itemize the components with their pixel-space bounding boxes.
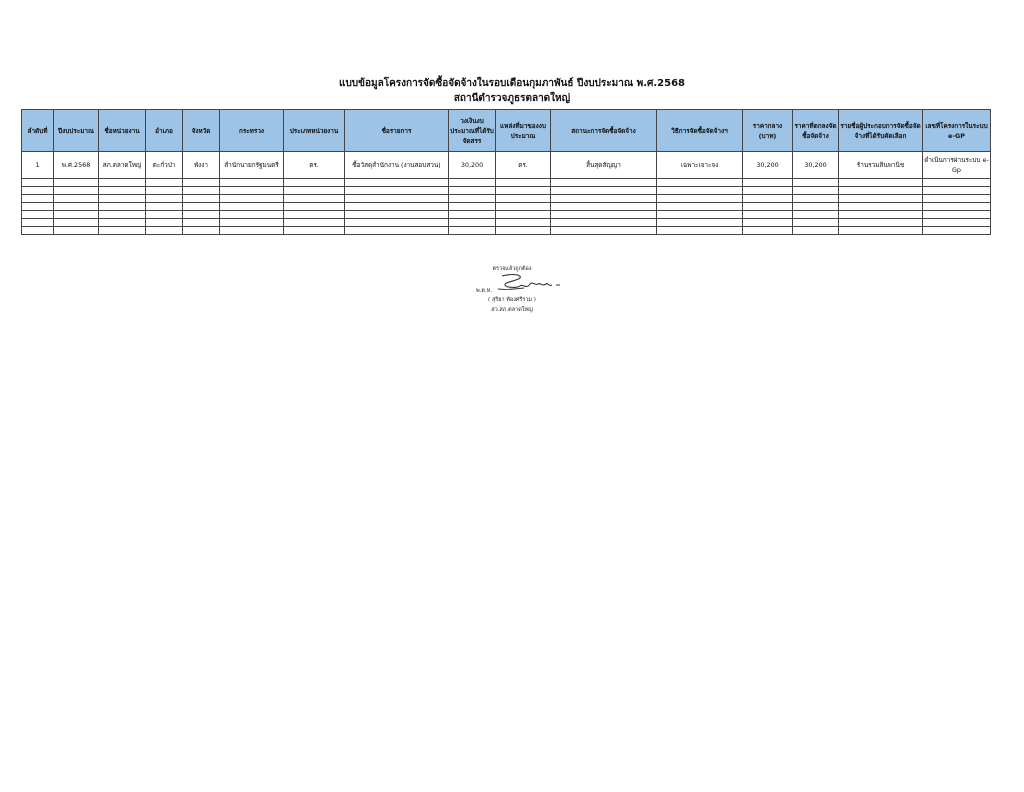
empty-cell — [284, 195, 345, 203]
empty-table-row — [22, 211, 991, 219]
table-cell: สำนักนายกรัฐมนตรี — [220, 152, 284, 179]
empty-cell — [183, 179, 220, 187]
empty-cell — [551, 211, 657, 219]
empty-cell — [551, 195, 657, 203]
empty-cell — [54, 203, 99, 211]
empty-cell — [54, 219, 99, 227]
signer-rank: พ.ต.ท. — [476, 288, 493, 294]
empty-cell — [99, 187, 146, 195]
empty-cell — [449, 227, 496, 235]
empty-cell — [449, 203, 496, 211]
table-cell: ตร. — [496, 152, 551, 179]
empty-cell — [793, 203, 839, 211]
empty-cell — [839, 195, 923, 203]
empty-cell — [839, 203, 923, 211]
column-header: ปีงบประมาณ — [54, 110, 99, 152]
empty-cell — [54, 179, 99, 187]
signer-name: ( สุริยา ท้องศรีรวม ) — [488, 297, 536, 303]
empty-cell — [496, 195, 551, 203]
empty-cell — [743, 211, 793, 219]
empty-cell — [923, 195, 991, 203]
empty-cell — [551, 227, 657, 235]
empty-cell — [220, 219, 284, 227]
column-header: ชื่อหน่วยงาน — [99, 110, 146, 152]
empty-cell — [220, 187, 284, 195]
empty-cell — [54, 227, 99, 235]
column-header: กระทรวง — [220, 110, 284, 152]
table-cell: 30,200 — [793, 152, 839, 179]
document-subtitle: สถานีตำรวจภูธรตลาดใหญ่ — [453, 93, 571, 104]
empty-cell — [99, 179, 146, 187]
empty-cell — [345, 195, 449, 203]
empty-cell — [743, 219, 793, 227]
empty-cell — [99, 195, 146, 203]
table-cell: พ.ศ.2568 — [54, 152, 99, 179]
empty-cell — [923, 179, 991, 187]
empty-cell — [496, 219, 551, 227]
empty-cell — [146, 179, 183, 187]
empty-cell — [345, 219, 449, 227]
column-header: ราคากลาง (บาท) — [743, 110, 793, 152]
empty-cell — [551, 219, 657, 227]
empty-cell — [220, 179, 284, 187]
empty-cell — [449, 211, 496, 219]
empty-cell — [22, 227, 54, 235]
table-cell: 30,200 — [449, 152, 496, 179]
empty-cell — [345, 203, 449, 211]
table-cell: 1 — [22, 152, 54, 179]
empty-cell — [793, 195, 839, 203]
empty-cell — [657, 195, 743, 203]
empty-cell — [220, 211, 284, 219]
empty-cell — [183, 211, 220, 219]
empty-cell — [183, 203, 220, 211]
empty-cell — [657, 211, 743, 219]
checked-label: ตรวจแล้วถูกต้อง — [492, 266, 532, 272]
empty-cell — [345, 227, 449, 235]
table-cell: เฉพาะเจาะจง — [657, 152, 743, 179]
table-cell: พังงา — [183, 152, 220, 179]
empty-cell — [793, 211, 839, 219]
empty-cell — [551, 187, 657, 195]
empty-cell — [54, 195, 99, 203]
empty-cell — [743, 179, 793, 187]
table-row — [22, 152, 991, 179]
empty-cell — [146, 211, 183, 219]
handwritten-signature — [496, 272, 566, 294]
column-header: ประเภทหน่วยงาน — [284, 110, 345, 152]
empty-cell — [923, 211, 991, 219]
empty-cell — [146, 227, 183, 235]
empty-cell — [449, 195, 496, 203]
empty-cell — [551, 203, 657, 211]
table-cell: ร้านรวมสินพานิช — [839, 152, 923, 179]
table-cell: ซื้อวัสดุสำนักงาน (งานสอบสวน) — [345, 152, 449, 179]
empty-cell — [22, 179, 54, 187]
empty-cell — [220, 227, 284, 235]
empty-cell — [220, 203, 284, 211]
empty-cell — [496, 187, 551, 195]
empty-cell — [743, 203, 793, 211]
empty-cell — [657, 227, 743, 235]
empty-cell — [183, 219, 220, 227]
empty-table-row — [22, 187, 991, 195]
table-cell: ตร. — [284, 152, 345, 179]
empty-cell — [345, 187, 449, 195]
empty-table-row — [22, 195, 991, 203]
empty-cell — [183, 227, 220, 235]
empty-cell — [743, 187, 793, 195]
table-cell: สภ.ตลาดใหญ่ — [99, 152, 146, 179]
empty-table-row — [22, 203, 991, 211]
empty-cell — [839, 187, 923, 195]
column-header: วิธีการจัดซื้อจัดจ้างฯ — [657, 110, 743, 152]
table-cell: สิ้นสุดสัญญา — [551, 152, 657, 179]
empty-cell — [839, 211, 923, 219]
empty-cell — [146, 219, 183, 227]
empty-cell — [284, 219, 345, 227]
empty-cell — [839, 179, 923, 187]
empty-cell — [923, 187, 991, 195]
empty-table-row — [22, 219, 991, 227]
table-cell: 30,200 — [743, 152, 793, 179]
empty-cell — [220, 195, 284, 203]
empty-cell — [657, 219, 743, 227]
empty-cell — [22, 211, 54, 219]
column-header: ชื่อรายการ — [345, 110, 449, 152]
column-header: เลขที่โครงการในระบบ e-GP — [923, 110, 991, 152]
empty-cell — [284, 227, 345, 235]
empty-cell — [496, 179, 551, 187]
empty-cell — [923, 219, 991, 227]
document-title: แบบข้อมูลโครงการจัดซื้อจัดจ้างในรอบเดือนกุมภาพันธ์ ปีงบประมาณ พ.ศ.2568 — [339, 78, 685, 89]
signer-position: สว.สภ.ตลาดใหญ่ — [491, 307, 533, 313]
column-header: ลำดับที่ — [22, 110, 54, 152]
empty-cell — [793, 227, 839, 235]
empty-cell — [449, 219, 496, 227]
empty-cell — [743, 227, 793, 235]
empty-table-row — [22, 227, 991, 235]
table-cell: ดำเนินการผ่านระบบ e-Gp — [923, 152, 991, 179]
empty-cell — [284, 211, 345, 219]
empty-cell — [496, 211, 551, 219]
procurement-table — [21, 109, 991, 235]
empty-cell — [146, 203, 183, 211]
column-header: ราคาที่ตกลงจัดซื้อจัดจ้าง — [793, 110, 839, 152]
empty-cell — [345, 211, 449, 219]
empty-cell — [743, 195, 793, 203]
table-header-row — [22, 110, 991, 152]
column-header: จังหวัด — [183, 110, 220, 152]
empty-cell — [449, 179, 496, 187]
column-header: อำเภอ — [146, 110, 183, 152]
empty-cell — [839, 219, 923, 227]
column-header: วงเงินงบประมาณที่ได้รับจัดสรร — [449, 110, 496, 152]
empty-cell — [496, 203, 551, 211]
empty-cell — [22, 203, 54, 211]
empty-cell — [99, 211, 146, 219]
empty-cell — [496, 227, 551, 235]
empty-cell — [923, 203, 991, 211]
empty-cell — [793, 219, 839, 227]
column-header: แหล่งที่มาของงบประมาณ — [496, 110, 551, 152]
column-header: สถานะการจัดซื้อจัดจ้าง — [551, 110, 657, 152]
empty-cell — [284, 203, 345, 211]
empty-cell — [99, 227, 146, 235]
empty-cell — [345, 179, 449, 187]
empty-cell — [54, 187, 99, 195]
empty-cell — [657, 187, 743, 195]
empty-cell — [22, 219, 54, 227]
empty-cell — [793, 179, 839, 187]
empty-cell — [657, 203, 743, 211]
empty-cell — [99, 203, 146, 211]
column-header: รายชื่อผู้ประกอบการจัดซื้อจัดจ้างที่ได้รับคัดเลือก — [839, 110, 923, 152]
empty-cell — [923, 227, 991, 235]
empty-cell — [793, 187, 839, 195]
empty-cell — [839, 227, 923, 235]
empty-table-row — [22, 179, 991, 187]
empty-cell — [54, 211, 99, 219]
empty-cell — [183, 195, 220, 203]
empty-cell — [449, 187, 496, 195]
table-cell: ตะกั่วป่า — [146, 152, 183, 179]
empty-cell — [284, 179, 345, 187]
empty-cell — [99, 219, 146, 227]
empty-cell — [551, 179, 657, 187]
empty-cell — [657, 179, 743, 187]
empty-cell — [146, 187, 183, 195]
empty-cell — [284, 187, 345, 195]
empty-cell — [22, 187, 54, 195]
empty-cell — [183, 187, 220, 195]
empty-cell — [146, 195, 183, 203]
empty-cell — [22, 195, 54, 203]
